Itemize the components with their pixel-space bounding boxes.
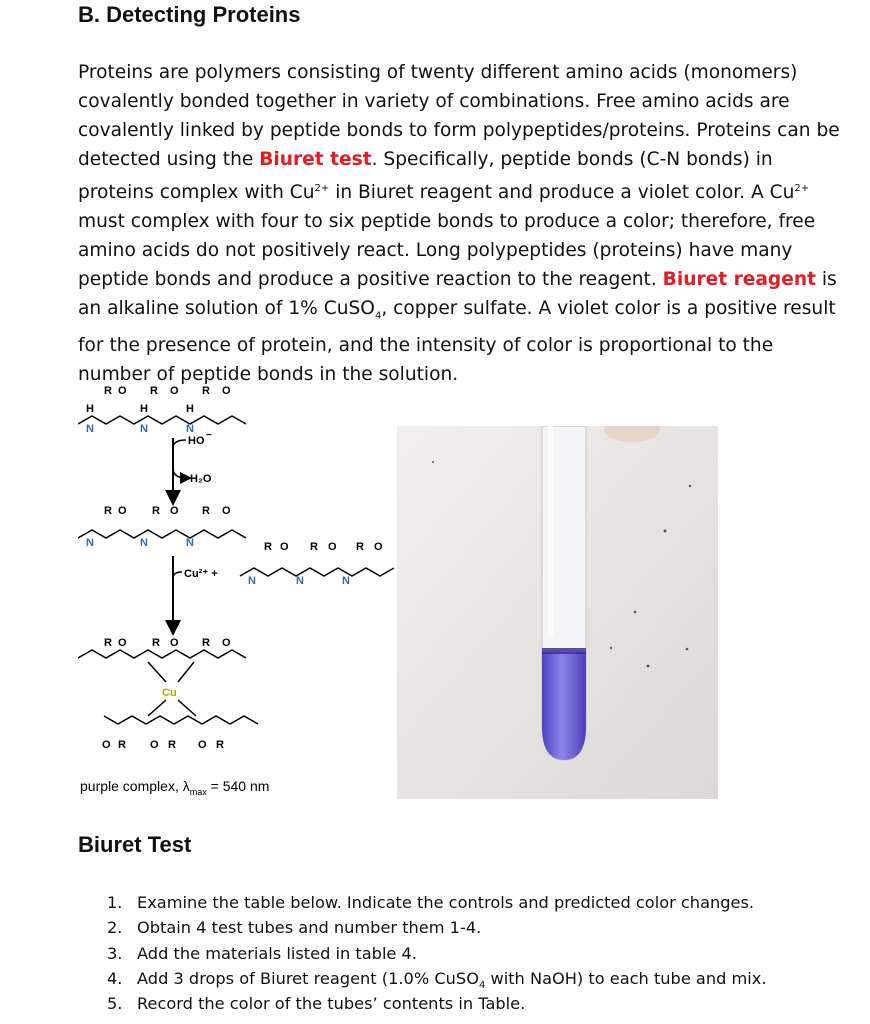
svg-text:N: N [140,537,148,549]
svg-text:R: R [104,385,112,397]
svg-text:N: N [186,423,194,435]
svg-text:O: O [170,505,179,517]
svg-text:R: R [168,739,176,751]
svg-text:H: H [186,403,194,415]
svg-text:O: O [118,505,127,517]
svg-text:Cu²⁺ +: Cu²⁺ + [184,568,218,580]
svg-text:R: R [356,541,364,553]
svg-text:R: R [104,505,112,517]
peptide-chain-1 [78,416,246,424]
subsection-title: Biuret Test [78,832,192,857]
svg-text:R: R [104,637,112,649]
svg-text:O: O [222,385,231,397]
svg-text:HO: HO [188,435,205,447]
svg-text:N: N [86,423,94,435]
svg-text:R: R [202,385,210,397]
svg-text:O: O [170,637,179,649]
svg-text:O: O [150,739,159,751]
test-tube [542,426,586,760]
list-item: 3. Add the materials listed in table 4. [107,943,417,963]
svg-text:R: R [202,637,210,649]
svg-text:R: R [150,385,158,397]
svg-text:O: O [198,739,207,751]
procedure-steps [107,893,767,1019]
list-item: 5. Record the color of the tubes’ contents in Table. [107,994,526,1014]
svg-text:N: N [186,537,194,549]
svg-text:O: O [118,385,127,397]
svg-text:N: N [296,575,304,587]
svg-text:R: R [216,739,224,751]
svg-text:O: O [102,739,111,751]
svg-text:R: R [152,505,160,517]
svg-text:O: O [222,637,231,649]
svg-text:H: H [86,403,94,415]
svg-text:R: R [118,739,126,751]
svg-text:O: O [118,637,127,649]
svg-text:O: O [222,505,231,517]
biuret-reaction-diagram [78,378,398,798]
diagram-caption: purple complex, $\lambda_{max} = 540$ nm [80,778,270,797]
svg-text:N: N [140,423,148,435]
svg-text:O: O [374,541,383,553]
svg-text:−: − [206,430,212,441]
svg-text:N: N [342,575,350,587]
svg-text:R: R [152,637,160,649]
svg-text:R: R [310,541,318,553]
svg-text:O: O [280,541,289,553]
list-item: 2. Obtain 4 test tubes and number them 1-4. [107,918,482,938]
test-tube-photo [397,426,718,799]
svg-text:N: N [248,575,256,587]
biuret-reagent-highlight: Biuret reagent [662,269,816,291]
list-item: 4. Add 3 drops of Biuret reagent (1.0% CuSO$_4$ with NaOH) to each tube and mix. [107,968,767,992]
svg-text:H₂O: H₂O [190,473,212,485]
svg-text:O: O [328,541,337,553]
peptide-chain-3 [240,568,394,576]
list-item: 1. Examine the table below. Indicate the controls and predicted color changes. [107,893,755,912]
violet-solution [542,652,586,760]
svg-text:R: R [264,541,272,553]
svg-text:N: N [86,537,94,549]
svg-text:O: O [170,385,179,397]
intro-paragraph: Proteins are polymers consisting of twenty different amino acids (monomers) covalently bonded together in variety of combinations. Free amino acids are covalently linked by peptide bonds to form polypeptides/proteins. Proteins can be detected using the Biuret test. Specifically, peptide bonds (C-N bonds) in proteins complex with $Cu^{2+}$ in Biuret reagent and produce a violet color. A $Cu^{2+}$ must complex with four to six peptide bonds to produce a color; therefore, free amino acids do not positively react. Long polypeptides (proteins) have many peptide bonds and produce a positive reaction to the reagent. Biuret reagent is an alkaline solution of 1% CuSO$_4$, copper sulfate. A violet color is a positive result for the presence of protein, and the intensity of color is proportional to the number of peptide bonds in the solution. [78,62,840,385]
svg-text:Cu: Cu [162,687,177,699]
svg-text:H: H [140,403,148,415]
section-title: B. Detecting Proteins [78,2,301,27]
peptide-chain-2 [78,530,246,538]
biuret-test-highlight: Biuret test [259,149,372,170]
svg-text:R: R [202,505,210,517]
